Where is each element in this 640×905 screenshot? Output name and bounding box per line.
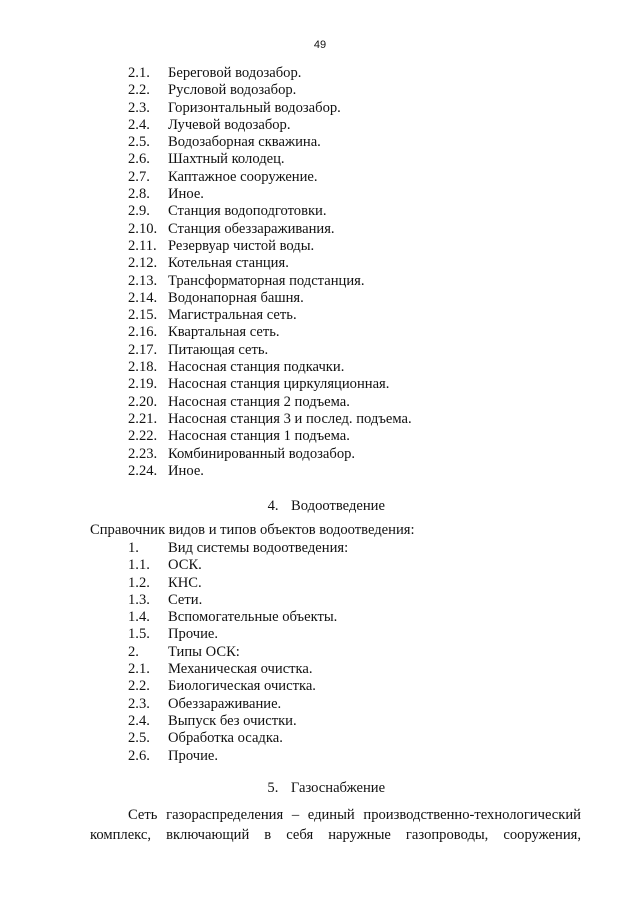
list-item-text: Насосная станция циркуляционная. bbox=[168, 376, 390, 393]
water-supply-object-list bbox=[128, 65, 412, 480]
list-item bbox=[128, 463, 412, 480]
list-item-text: Питающая сеть. bbox=[168, 341, 269, 358]
list-item-text: Иное. bbox=[168, 186, 204, 203]
list-item-number: 2.11. bbox=[128, 237, 157, 254]
list-item-text: Русловой водозабор. bbox=[168, 82, 297, 99]
section-5-paragraph bbox=[90, 805, 581, 845]
list-item-number: 2.22. bbox=[128, 428, 158, 445]
section-4-number: 4. bbox=[267, 498, 279, 514]
list-item-text: Трансформаторная подстанция. bbox=[168, 272, 365, 289]
list-item-text: ОСК. bbox=[168, 557, 202, 574]
list-item-text: Насосная станция 1 подъема. bbox=[168, 428, 350, 445]
list-item-text: Лучевой водозабор. bbox=[168, 116, 291, 133]
list-item-text: Каптажное сооружение. bbox=[168, 168, 318, 185]
list-item-number: 1.2. bbox=[128, 574, 150, 591]
page-number: 49 bbox=[313, 39, 327, 51]
list-item-text: Типы ОСК: bbox=[168, 643, 240, 660]
list-item bbox=[128, 609, 348, 626]
list-item-number: 2.3. bbox=[128, 99, 150, 116]
list-item-number: 2.3. bbox=[128, 695, 150, 712]
list-item-number: 2.4. bbox=[128, 116, 150, 133]
list-item-text: Обеззараживание. bbox=[168, 695, 282, 712]
list-item-text: Обработка осадка. bbox=[168, 730, 283, 747]
list-item-text: Станция обеззараживания. bbox=[168, 220, 335, 237]
list-item bbox=[128, 446, 412, 463]
wastewater-object-list bbox=[128, 540, 348, 765]
list-item-text: Насосная станция 3 и послед. подъема. bbox=[168, 410, 412, 427]
list-item bbox=[128, 100, 412, 117]
list-item-text: Комбинированный водозабор. bbox=[168, 445, 356, 462]
list-item-text: Резервуар чистой воды. bbox=[168, 237, 315, 254]
list-item-text: Шахтный колодец. bbox=[168, 151, 285, 168]
list-item bbox=[128, 428, 412, 445]
list-item bbox=[128, 540, 348, 557]
section-5-heading bbox=[0, 780, 640, 797]
list-item-number: 2.6. bbox=[128, 151, 150, 168]
list-item-text: Выпуск без очистки. bbox=[168, 712, 297, 729]
list-item-number: 1.1. bbox=[128, 557, 150, 574]
list-item-number: 2.19. bbox=[128, 376, 158, 393]
list-item-number: 2.5. bbox=[128, 134, 150, 151]
list-item bbox=[128, 359, 412, 376]
list-item-number: 2.8. bbox=[128, 186, 150, 203]
list-item bbox=[128, 169, 412, 186]
list-item-text: Котельная станция. bbox=[168, 255, 289, 272]
list-item-text: Горизонтальный водозабор. bbox=[168, 99, 341, 116]
list-item bbox=[128, 65, 412, 82]
list-item bbox=[128, 203, 412, 220]
paragraph-line: Сеть газораспределения – единый производственно-технологический bbox=[128, 807, 581, 823]
list-item bbox=[128, 626, 348, 643]
list-item-number: 2.4. bbox=[128, 712, 150, 729]
list-item bbox=[128, 376, 412, 393]
list-item bbox=[128, 411, 412, 428]
list-item-number: 2. bbox=[128, 643, 139, 660]
list-item bbox=[128, 324, 412, 341]
list-item bbox=[128, 307, 412, 324]
list-item bbox=[128, 661, 348, 678]
list-item-text: Насосная станция 2 подъема. bbox=[168, 393, 350, 410]
section-4-intro: Справочник видов и типов объектов водоотведения: bbox=[90, 522, 415, 538]
list-item bbox=[128, 186, 412, 203]
list-item-number: 2.2. bbox=[128, 82, 150, 99]
list-item bbox=[128, 82, 412, 99]
list-item bbox=[128, 394, 412, 411]
list-item bbox=[128, 644, 348, 661]
list-item-text: Водозаборная скважина. bbox=[168, 134, 321, 151]
list-item bbox=[128, 748, 348, 765]
list-item-number: 2.16. bbox=[128, 324, 158, 341]
list-item bbox=[128, 290, 412, 307]
list-item-text: Прочие. bbox=[168, 626, 219, 643]
list-item bbox=[128, 592, 348, 609]
list-item-number: 2.2. bbox=[128, 678, 150, 695]
list-item-text: Сети. bbox=[168, 591, 203, 608]
section-5-title: Газоснабжение bbox=[290, 780, 386, 796]
list-item-number: 2.14. bbox=[128, 289, 158, 306]
list-item-number: 2.7. bbox=[128, 168, 150, 185]
list-item bbox=[128, 255, 412, 272]
list-item-number: 1. bbox=[128, 540, 139, 556]
list-item bbox=[128, 238, 412, 255]
list-item-number: 2.5. bbox=[128, 730, 150, 747]
list-item-number: 2.20. bbox=[128, 393, 158, 410]
list-item-text: КНС. bbox=[168, 574, 202, 591]
list-item-number: 2.1. bbox=[128, 65, 150, 81]
list-item-text: Станция водоподготовки. bbox=[168, 203, 327, 220]
list-item-text: Биологическая очистка. bbox=[168, 678, 316, 695]
list-item bbox=[128, 713, 348, 730]
list-item bbox=[128, 696, 348, 713]
section-4-heading bbox=[0, 498, 640, 515]
list-item-number: 2.12. bbox=[128, 255, 158, 272]
list-item bbox=[128, 221, 412, 238]
section-4-title: Водоотведение bbox=[291, 498, 385, 514]
list-item-number: 2.18. bbox=[128, 359, 158, 376]
list-item-text: Насосная станция подкачки. bbox=[168, 359, 345, 376]
list-item bbox=[128, 575, 348, 592]
section-5-number: 5. bbox=[267, 780, 279, 796]
list-item-text: Магистральная сеть. bbox=[168, 307, 297, 324]
list-item-number: 2.21. bbox=[128, 410, 158, 427]
list-item bbox=[128, 730, 348, 747]
list-item-text: Вспомогательные объекты. bbox=[168, 609, 338, 626]
list-item-text: Вид системы водоотведения: bbox=[168, 540, 349, 556]
list-item-text: Иное. bbox=[168, 462, 204, 479]
list-item bbox=[128, 151, 412, 168]
list-item bbox=[128, 557, 348, 574]
list-item bbox=[128, 117, 412, 134]
list-item-text: Водонапорная башня. bbox=[168, 289, 304, 306]
list-item-number: 2.24. bbox=[128, 462, 158, 479]
list-item-number: 2.13. bbox=[128, 272, 158, 289]
list-item bbox=[128, 342, 412, 359]
list-item-number: 2.17. bbox=[128, 341, 158, 358]
list-item-number: 2.10. bbox=[128, 220, 158, 237]
list-item-number: 2.1. bbox=[128, 661, 150, 678]
list-item bbox=[128, 678, 348, 695]
list-item-number: 2.23. bbox=[128, 445, 158, 462]
list-item-number: 1.3. bbox=[128, 591, 150, 608]
list-item-number: 1.5. bbox=[128, 626, 150, 643]
list-item-text: Механическая очистка. bbox=[168, 661, 313, 678]
list-item-text: Прочие. bbox=[168, 747, 219, 764]
list-item-text: Квартальная сеть. bbox=[168, 324, 280, 341]
list-item-number: 2.9. bbox=[128, 203, 150, 220]
list-item-number: 2.6. bbox=[128, 747, 150, 764]
list-item-number: 2.15. bbox=[128, 307, 158, 324]
paragraph-line: комплекс, включающий в себя наружные газопроводы, сооружения, bbox=[90, 827, 581, 843]
list-item-number: 1.4. bbox=[128, 609, 150, 626]
list-item bbox=[128, 134, 412, 151]
list-item bbox=[128, 273, 412, 290]
list-item-text: Береговой водозабор. bbox=[168, 65, 302, 81]
